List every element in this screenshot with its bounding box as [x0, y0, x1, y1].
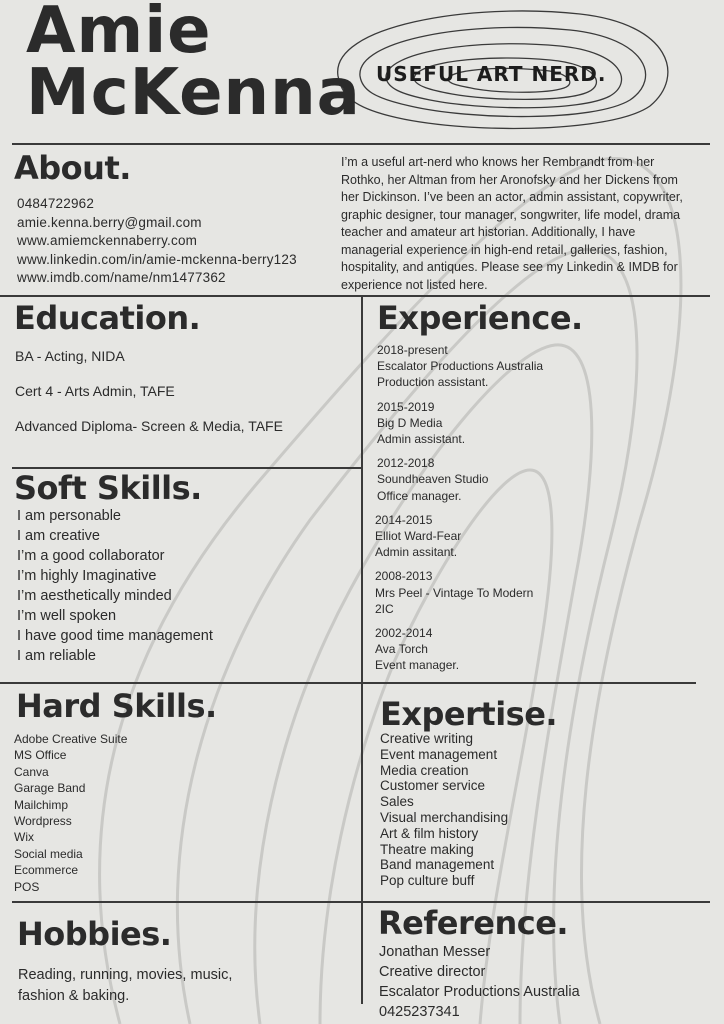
job-role: Production assistant.	[377, 375, 489, 390]
soft-skill-item: I’m a good collaborator	[17, 548, 165, 564]
bio-line: her Dickinson. I’ve been an actor, admin assistant, copywriter,	[341, 190, 683, 204]
imdb-link[interactable]: www.imdb.com/name/nm1477362	[17, 270, 226, 285]
experience-entry	[375, 625, 543, 674]
hard-skill-item: MS Office	[14, 748, 67, 763]
experience-entry	[375, 568, 543, 617]
linkedin-link[interactable]: www.linkedin.com/in/amie-mckenna-berry123	[17, 251, 297, 267]
divider-about	[0, 295, 710, 297]
expertise-item: Pop culture buff	[380, 873, 475, 889]
education-list	[15, 347, 283, 452]
soft-skill-item: I’m aesthetically minded	[17, 588, 172, 604]
bio-line: I’m a useful art-nerd who knows her Rembrandt from her	[341, 155, 655, 169]
phone-number: 0484722962	[17, 196, 95, 211]
expertise-item: Creative writing	[380, 731, 474, 746]
education-item: Cert 4 - Arts Admin, TAFE	[15, 383, 175, 399]
bio-line: hospitality, and antiques. Please see my Linkedin & IMDB for	[341, 260, 678, 274]
hard-skills-list	[14, 731, 127, 895]
first-name: Amie	[26, 0, 212, 68]
hard-skill-item: Ecommerce	[14, 863, 79, 878]
expertise-item: Customer service	[380, 778, 486, 794]
hard-skill-item: POS	[14, 879, 40, 894]
reference-company: Escalator Productions Australia	[379, 984, 580, 1000]
divider-header	[12, 143, 710, 145]
hard-skill-item: Garage Band	[14, 781, 86, 796]
job-years: 2008-2013	[375, 569, 433, 584]
soft-skills-list	[17, 506, 213, 666]
email-link[interactable]: amie.kenna.berry@gmail.com	[17, 214, 202, 230]
job-years: 2015-2019	[377, 399, 435, 414]
soft-skill-item: I’m highly Imaginative	[17, 568, 157, 584]
soft-skill-item: I am creative	[17, 528, 100, 544]
hard-skill-item: Canva	[14, 764, 49, 779]
reference-name: Jonathan Messer	[379, 944, 491, 960]
job-years: 2018-present	[377, 343, 448, 357]
experience-entry	[377, 342, 543, 391]
job-role: Office manager.	[377, 488, 462, 503]
expertise-item: Visual merchandising	[380, 809, 509, 825]
education-heading: Education.	[14, 299, 201, 337]
expertise-item: Sales	[380, 794, 414, 810]
expertise-heading: Expertise.	[380, 695, 558, 733]
soft-skill-item: I am personable	[17, 508, 121, 524]
job-company: Escalator Productions Australia	[377, 359, 544, 374]
job-role: Admin assistant.	[377, 432, 466, 447]
job-role: 2IC	[375, 601, 394, 616]
hard-skill-item: Wix	[14, 830, 34, 845]
bio-line: experience not listed here.	[341, 277, 488, 292]
bio-line: managerial experience in high-end retail, galleries, fashion,	[341, 242, 668, 257]
about-bio	[341, 154, 713, 294]
hobbies-text	[18, 965, 232, 1006]
expertise-list	[380, 731, 508, 889]
experience-heading: Experience.	[377, 299, 583, 337]
expertise-item: Art & film history	[380, 825, 479, 841]
experience-entry	[375, 512, 543, 561]
education-item: BA - Acting, NIDA	[15, 348, 125, 364]
hobbies-line: fashion & baking.	[18, 987, 130, 1004]
reference-title: Creative director	[379, 964, 486, 980]
hobbies-heading: Hobbies.	[17, 915, 172, 953]
about-heading: About.	[14, 149, 131, 187]
job-role: Event manager.	[375, 658, 460, 673]
job-years: 2002-2014	[375, 626, 433, 641]
hobbies-line: Reading, running, movies, music,	[18, 967, 233, 983]
expertise-item: Media creation	[380, 762, 469, 778]
bio-line: graphic designer, tour manager, songwriter, life model, drama	[341, 207, 681, 222]
expertise-item: Theatre making	[380, 841, 474, 857]
expertise-item: Event management	[380, 746, 498, 762]
soft-skills-heading: Soft Skills.	[14, 469, 202, 507]
experience-entry	[377, 455, 543, 504]
expertise-item: Band management	[380, 857, 495, 873]
tagline: USEFUL ART NERD.	[376, 62, 607, 86]
education-item: Advanced Diploma- Screen & Media, TAFE	[15, 418, 283, 434]
contact-list	[17, 195, 297, 288]
hard-skill-item: Mailchimp	[14, 797, 69, 812]
divider-skills	[0, 682, 696, 684]
name-block	[26, 0, 361, 130]
soft-skill-item: I’m well spoken	[17, 608, 117, 624]
job-company: Ava Torch	[375, 642, 428, 657]
job-years: 2014-2015	[375, 512, 433, 527]
bio-line: Rothko, her Altman from her Aronofsky and her Dickens from	[341, 172, 678, 187]
bio-line: teacher and amateur art historian. Additionally, I have	[341, 225, 636, 239]
job-company: Mrs Peel - Vintage To Modern	[375, 585, 534, 600]
reference-phone: 0425237341	[379, 1004, 460, 1020]
job-company: Big D Media	[377, 415, 443, 430]
reference-heading: Reference.	[378, 904, 569, 942]
hard-skill-item: Wordpress	[14, 814, 72, 829]
soft-skill-item: I am reliable	[17, 648, 96, 664]
reference-details	[379, 942, 580, 1022]
divider-middle-vertical	[361, 295, 363, 1004]
experience-list	[377, 342, 543, 682]
divider-hobbies	[12, 901, 710, 903]
job-years: 2012-2018	[377, 456, 435, 471]
experience-entry	[377, 399, 543, 448]
job-company: Soundheaven Studio	[377, 472, 489, 487]
website-link[interactable]: www.amiemckennaberry.com	[17, 233, 198, 248]
job-company: Elliot Ward-Fear	[375, 529, 462, 544]
hard-skill-item: Social media	[14, 846, 83, 861]
hard-skills-heading: Hard Skills.	[16, 687, 217, 725]
job-role: Admin assitant.	[375, 545, 458, 560]
hard-skill-item: Adobe Creative Suite	[14, 732, 128, 746]
last-name: McKenna	[26, 56, 361, 130]
soft-skill-item: I have good time management	[17, 628, 213, 644]
